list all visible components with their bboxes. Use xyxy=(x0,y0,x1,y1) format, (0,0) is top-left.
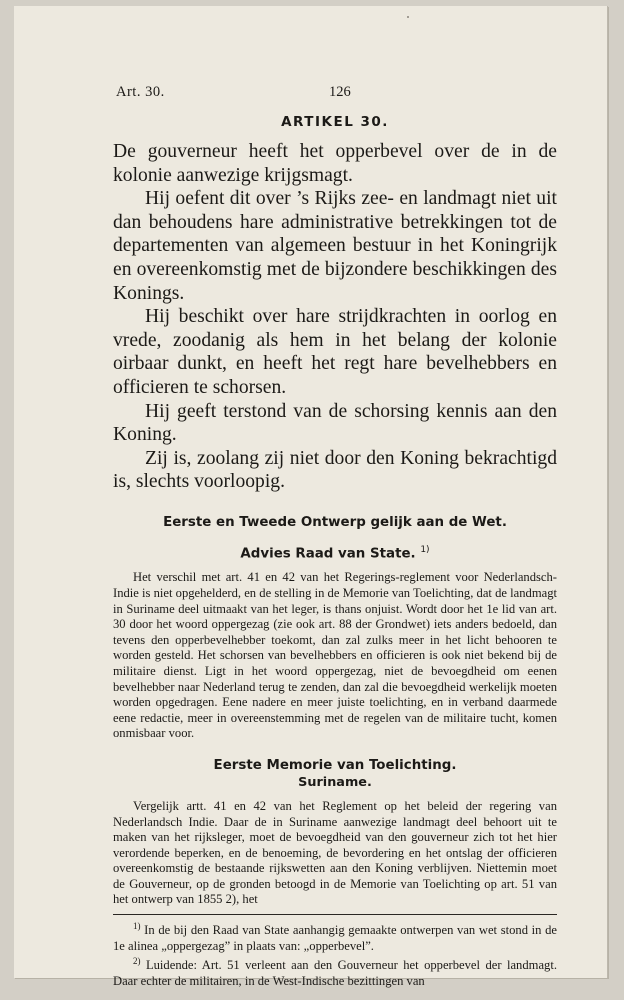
footnote-mark: 2) xyxy=(133,956,141,967)
advice-text xyxy=(113,570,557,742)
footnote-reference: 1) xyxy=(420,544,430,555)
footnote-text: Luidende: Art. 51 verleent aan den Gouverneur het opperbevel der landmagt. Daar echter de militairen, in de West-Indische bezittingen van xyxy=(113,958,557,988)
article-paragraph: Hij geeft terstond van de schorsing kennis aan den Koning. xyxy=(113,400,557,446)
footnote-text: In de bij den Raad van State aanhangig gemaakte ontwerpen van wet stond in de 1e alinea „oppergezag” in plaats van: „opperbevel”. xyxy=(113,923,558,953)
memorie-paragraph: Vergelijk artt. 41 en 42 van het Reglement op het beleid der regering van Nederlandsch Indie. Daar de in Suriname aanwezige landmagt deel behoort uit te maken van het rijksleger, moet de bevoegdheid van den gouverneur zich tot het hier verordende beperken, en de benoeming, de bevordering en het ontslag der officieren overeenkomstig de bestaande rijkswetten aan den Koning verblijven. Niettemin moet de Gouverneur, op de gronden betoogd in de Memorie van Toelichting op art. 51 van het ontwerp van 1855 2), het xyxy=(113,798,557,907)
article-paragraph: De gouverneur heeft het opperbevel over de in de kolonie aanwezige krijgsmagt. xyxy=(113,141,557,186)
section-heading: Eerste en Tweede Ontwerp gelijk aan de Wet. xyxy=(163,514,507,530)
article-title: ARTIKEL 30. xyxy=(281,114,389,130)
paper-speck xyxy=(407,16,409,18)
section-subheading: Suriname. xyxy=(298,774,372,790)
page-content xyxy=(113,84,557,989)
footnote xyxy=(113,919,557,954)
article-paragraph: Hij beschikt over hare strijdkrachten in oorlog en vrede, zoodanig als hem in het belang der kolonie oirbaar dunkt, en heeft het regt hare bevelhebbers en officieren te schorsen. xyxy=(113,306,557,398)
footnotes xyxy=(113,919,557,989)
footnote-divider xyxy=(113,914,557,915)
running-head xyxy=(113,84,557,104)
section-subheading xyxy=(113,545,557,561)
section-heading: Eerste Memorie van Toelichting. xyxy=(213,757,457,773)
footnote-mark: 1) xyxy=(133,921,141,932)
article-paragraph: Hij oefent dit over ’s Rijks zee- en landmagt niet uit dan behoudens hare administrative betrekkingen tot de departementen van algemeen bestuur in het Koningrijk en overeenkomstig met de bijzondere beschikkingen des Konings. xyxy=(113,188,557,304)
advice-paragraph: Het verschil met art. 41 en 42 van het Regerings-reglement voor Nederlandsch-Indie is niet opgehelderd, en de stelling in de Memorie van Toelichting, dat de landmagt in Suriname deel uitmaakt van het leger, is thans onjuist. Wordt door het 1e lid van art. 30 door het woord oppergezag (zie ook art. 88 der Grondwet) iets anders bedoeld, dan tevens den opperbevelhebber toekomt, dan zal zulks meer in het licht behooren te worden gesteld. Het schorsen van bevelhebbers en officieren is ook niet bekend bij de militaire dienst. Ligt in het woord oppergezag, niet de bevoegdheid om eenen bevelhebber naar Nederland terug te zenden, dan zal die bevoegdheid werkelijk moeten worden opgedragen. Eene nadere en meer juiste toelichting, en in verband daarmede eene redactie, meer in overeenstemming met de regelen van de militaire tucht, komen onmisbaar voor. xyxy=(113,570,557,741)
memorie-text xyxy=(113,799,557,908)
running-head-article: Art. 30. xyxy=(116,84,165,100)
article-text xyxy=(113,140,557,494)
footnote xyxy=(113,954,557,989)
article-paragraph: Zij is, zoolang zij niet door den Koning bekrachtigd is, slechts voorloopig. xyxy=(113,447,557,493)
subheading-text: Advies Raad van State. xyxy=(240,546,416,562)
page-number: 126 xyxy=(329,84,351,100)
